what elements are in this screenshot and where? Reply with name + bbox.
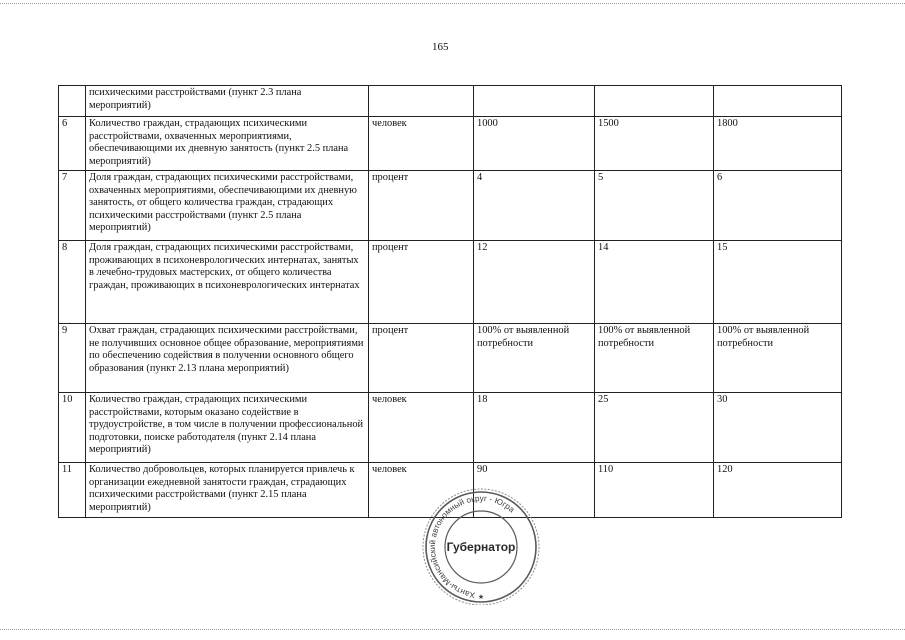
indicator-name-cell: Доля граждан, страдающих психическими расстройствами, проживающих в психоневрологических интернатах, занятых в лечебно-трудовых мастерских, от общего количества граждан, проживающих в психоневрологических интернатах — [86, 241, 369, 324]
unit-cell: человек — [369, 117, 474, 171]
indicator-name-cell: Количество добровольцев, которых планируется привлечь к организации ежедневной занятости граждан, страдающих психическими расстройствами (пункт 2.15 плана мероприятий) — [86, 463, 369, 518]
unit-cell: человек — [369, 393, 474, 463]
unit-cell: процент — [369, 324, 474, 393]
value-cell: 15 — [714, 241, 842, 324]
seal-center-text: Губернатор — [446, 540, 516, 554]
value-cell: 1500 — [595, 117, 714, 171]
value-cell — [595, 86, 714, 117]
table-row — [59, 86, 842, 117]
value-cell: 100% от выявленной потребности — [474, 324, 595, 393]
unit-cell: человек — [369, 463, 474, 518]
value-cell: 6 — [714, 171, 842, 241]
value-cell: 100% от выявленной потребности — [595, 324, 714, 393]
value-cell: 30 — [714, 393, 842, 463]
table-row — [59, 171, 842, 241]
value-cell: 120 — [714, 463, 842, 518]
value-cell: 100% от выявленной потребности — [714, 324, 842, 393]
seal-star-icon: ★ — [477, 593, 485, 601]
table-row — [59, 324, 842, 393]
unit-cell: процент — [369, 241, 474, 324]
value-cell: 90 — [474, 463, 595, 518]
value-cell — [714, 86, 842, 117]
row-number-cell: 10 — [59, 393, 86, 463]
indicator-name-cell: Количество граждан, страдающих психическими расстройствами, которым оказано содействие в трудоустройстве, в том числе в получении профессиональной подготовки, поиске работодателя (пункт 2.14 плана мероприятий) — [86, 393, 369, 463]
seal-graphic — [411, 487, 551, 605]
page-top-border — [0, 3, 905, 4]
seal-ring-text: Ханты-Мансийский автономный округ - Югра — [428, 493, 517, 600]
row-number-cell: 7 — [59, 171, 86, 241]
value-cell: 12 — [474, 241, 595, 324]
row-number-cell: 11 — [59, 463, 86, 518]
value-cell — [474, 86, 595, 117]
indicators-table — [58, 85, 842, 518]
indicator-name-cell: психическими расстройствами (пункт 2.3 плана мероприятий) — [86, 86, 369, 117]
unit-cell — [369, 86, 474, 117]
value-cell: 1000 — [474, 117, 595, 171]
value-cell: 1800 — [714, 117, 842, 171]
indicator-name-cell: Доля граждан, страдающих психическими расстройствами, охваченных мероприятиями, обеспечивающими их дневную занятость, от общего количества граждан, страдающих психическими расстройствами (пункт 2.5 плана мероприятий) — [86, 171, 369, 241]
indicator-name-cell: Охват граждан, страдающих психическими расстройствами, не получивших основное общее образование, мероприятиями по обеспечению содействия в получении основного общего образования (пункт 2.13 плана мероприятий) — [86, 324, 369, 393]
value-cell: 5 — [595, 171, 714, 241]
value-cell: 18 — [474, 393, 595, 463]
row-number-cell: 8 — [59, 241, 86, 324]
row-number-cell — [59, 86, 86, 117]
row-number-cell: 6 — [59, 117, 86, 171]
row-number-cell: 9 — [59, 324, 86, 393]
table-row — [59, 117, 842, 171]
unit-cell: процент — [369, 171, 474, 241]
indicator-name-cell: Количество граждан, страдающих психическими расстройствами, охваченных мероприятиями, обеспечивающими их дневную занятость (пункт 2.5 плана мероприятий) — [86, 117, 369, 171]
governor-seal — [411, 487, 551, 605]
value-cell: 4 — [474, 171, 595, 241]
table-row — [59, 241, 842, 324]
value-cell: 14 — [595, 241, 714, 324]
table-row — [59, 393, 842, 463]
value-cell: 110 — [595, 463, 714, 518]
value-cell: 25 — [595, 393, 714, 463]
page-number: 165 — [432, 41, 449, 53]
page-bottom-border — [0, 629, 905, 630]
